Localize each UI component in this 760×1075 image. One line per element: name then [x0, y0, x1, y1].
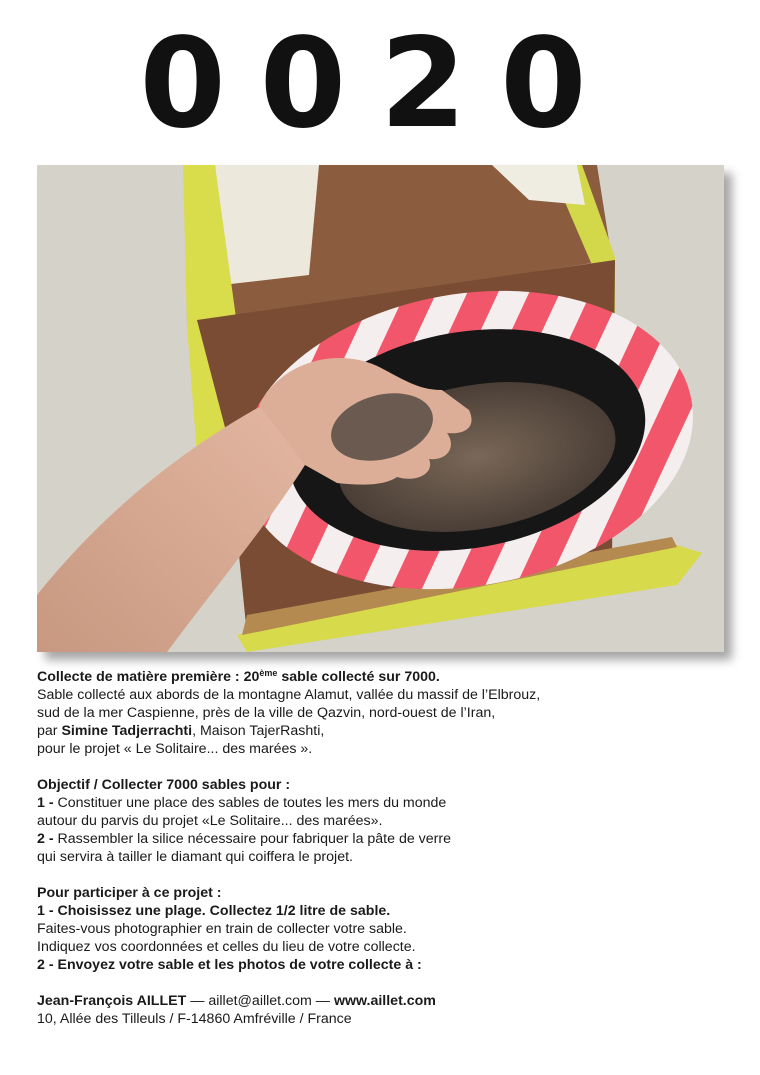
section2-title: Objectif / Collecter 7000 sables pour : — [37, 777, 291, 793]
section1-line3: par Simine Tadjerrachti, Maison TajerRashti, — [37, 723, 325, 739]
participate-step-2: 2 - Envoyez votre sable et les photos de votre collecte à : — [37, 957, 422, 973]
objective-item-1-cont: autour du parvis du projet «Le Solitaire... des marées». — [37, 813, 383, 829]
section1-line1: Sable collecté aux abords de la montagne Alamut, vallée du massif de l’Elbrouz, — [37, 687, 541, 703]
participate-line-1: Faites-vous photographier en train de collecter votre sable. — [37, 921, 407, 937]
archive-number: 0020 — [139, 12, 621, 156]
collector-name: Simine Tadjerrachti — [61, 723, 193, 739]
description-text — [37, 668, 727, 1028]
objective-item-2-cont: qui servira à tailler le diamant qui coiffera le projet. — [37, 849, 353, 865]
section3-title: Pour participer à ce projet : — [37, 885, 222, 901]
contact-address: 10, Allée des Tilleuls / F-14860 Amfréville / France — [37, 1011, 352, 1027]
participate-line-2: Indiquez vos coordonnées et celles du lieu de votre collecte. — [37, 939, 416, 955]
contact-line: Jean-François AILLET — aillet@aillet.com — www.aillet.com — [37, 993, 436, 1009]
section1-line2: sud de la mer Caspienne, près de la ville de Qazvin, nord-ouest de l’Iran, — [37, 705, 496, 721]
section1-title: Collecte de matière première : 20ème sable collecté sur 7000. — [37, 668, 440, 685]
contact-email[interactable]: aillet@aillet.com — [208, 993, 312, 1009]
contact-website[interactable]: www.aillet.com — [333, 993, 436, 1009]
objective-item-2: 2 - Rassembler la silice nécessaire pour fabriquer la pâte de verre — [37, 831, 452, 847]
participate-step-1: 1 - Choisissez une plage. Collectez 1/2 litre de sable. — [37, 903, 391, 919]
objective-item-1: 1 - Constituer une place des sables de toutes les mers du monde — [37, 795, 447, 811]
section1-line4: pour le projet « Le Solitaire... des marées ». — [37, 741, 313, 757]
contact-name: Jean-François AILLET — [37, 993, 187, 1009]
sand-collection-photo — [37, 165, 724, 652]
